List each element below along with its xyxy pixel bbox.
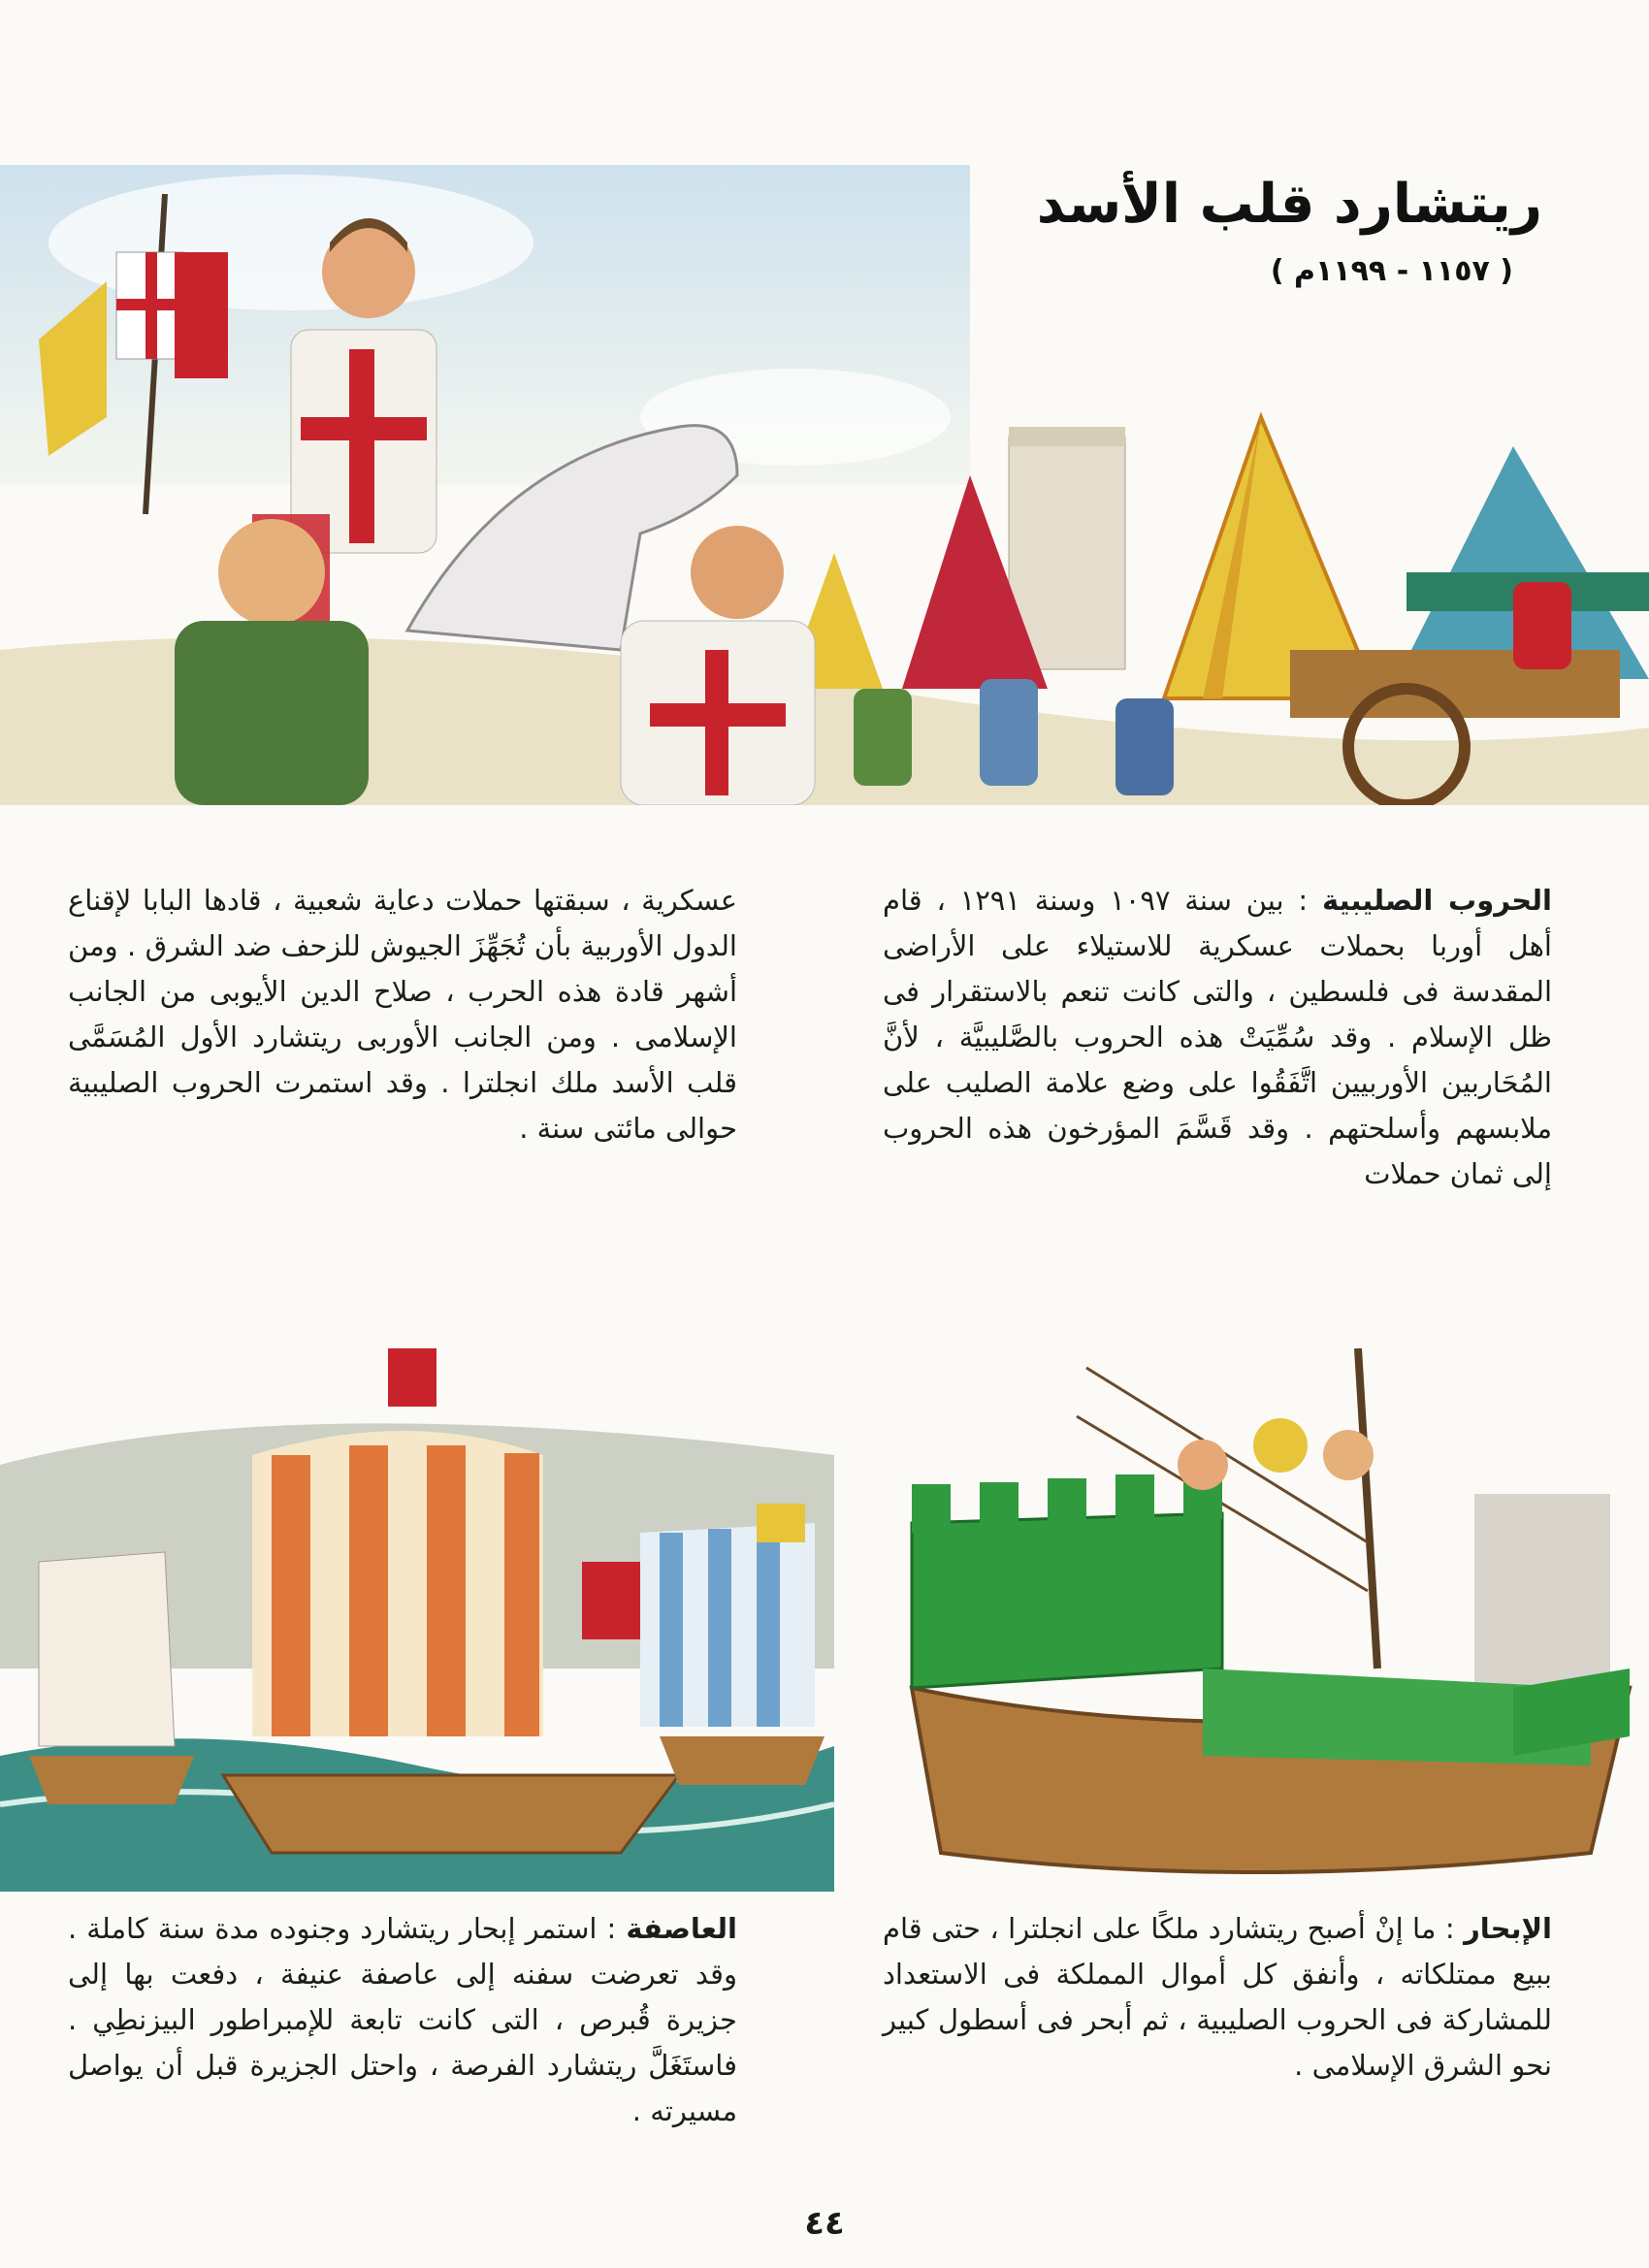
sailing-text: : ما إنْ أصبح ريتشارد ملكًا على انجلترا ، حتى قام ببيع ممتلكاته ، وأنفق كل أموال المملكة فى الاستعداد للمشاركة فى الحروب الصليبية ، ثم أبحر فى أسطول كبير نحو الشرق الإسلامى .	[883, 1912, 1552, 2082]
life-dates: ( ١١٥٧ - ١١٩٩م )	[1270, 254, 1513, 288]
crusades-heading: الحروب الصليبية	[1322, 884, 1552, 917]
page-title: ريتشارد قلب الأسد	[1036, 173, 1542, 236]
fleet-storm-illustration	[0, 1348, 834, 1892]
crusades-paragraph-right	[883, 878, 1552, 1197]
page-number: ٤٤	[804, 2204, 845, 2243]
crusades-text-left: عسكرية ، سبقتها حملات دعاية شعبية ، قادها البابا لإقناع الدول الأوربية بأن تُجَهِّزَ الجيوش للزحف ضد الشرق . ومن أشهر قادة هذه الحرب ، صلاح الدين الأيوبى من الجانب الإسلامى . ومن الجانب الأوربى ريتشارد الأول المُسَمَّى قلب الأسد ملك انجلترا . وقد استمرت الحروب الصليبية حوالى مائتى سنة .	[68, 884, 737, 1145]
sailing-heading: الإبحار	[1464, 1912, 1552, 1945]
storm-paragraph	[68, 1906, 737, 2134]
crusader-camp-illustration	[0, 107, 1649, 805]
storm-text: : استمر إبحار ريتشارد وجنوده مدة سنة كاملة . وقد تعرضت سفنه إلى عاصفة عنيفة ، دفعت بها إلى جزيرة قُبرص ، التى كانت تابعة للإمبراطور البيزنطِي . فاستَغَلَّ ريتشارد الفرصة ، واحتل الجزيرة قبل أن يواصل مسيرته .	[68, 1912, 737, 2127]
storm-heading: العاصفة	[626, 1912, 737, 1945]
crusades-paragraph-left	[68, 878, 737, 1151]
castle-ship-illustration	[854, 1348, 1649, 1892]
crusades-text-right: : بين سنة ١٠٩٧ وسنة ١٢٩١ ، قام أهل أوربا بحملات عسكرية للاستيلاء على الأراضى المقدسة فى فلسطين ، والتى كانت تنعم بالاستقرار فى ظل الإسلام . وقد سُمِّيَتْ هذه الحروب بالصَّليبيَّة ، لأنَّ المُحَاربين الأوربيين اتَّفَقُوا على وضع علامة الصليب على ملابسهم وأسلحتهم . وقد قَسَّمَ المؤرخون هذه الحروب إلى ثمان حملات	[883, 884, 1552, 1190]
sailing-paragraph	[883, 1906, 1552, 2089]
